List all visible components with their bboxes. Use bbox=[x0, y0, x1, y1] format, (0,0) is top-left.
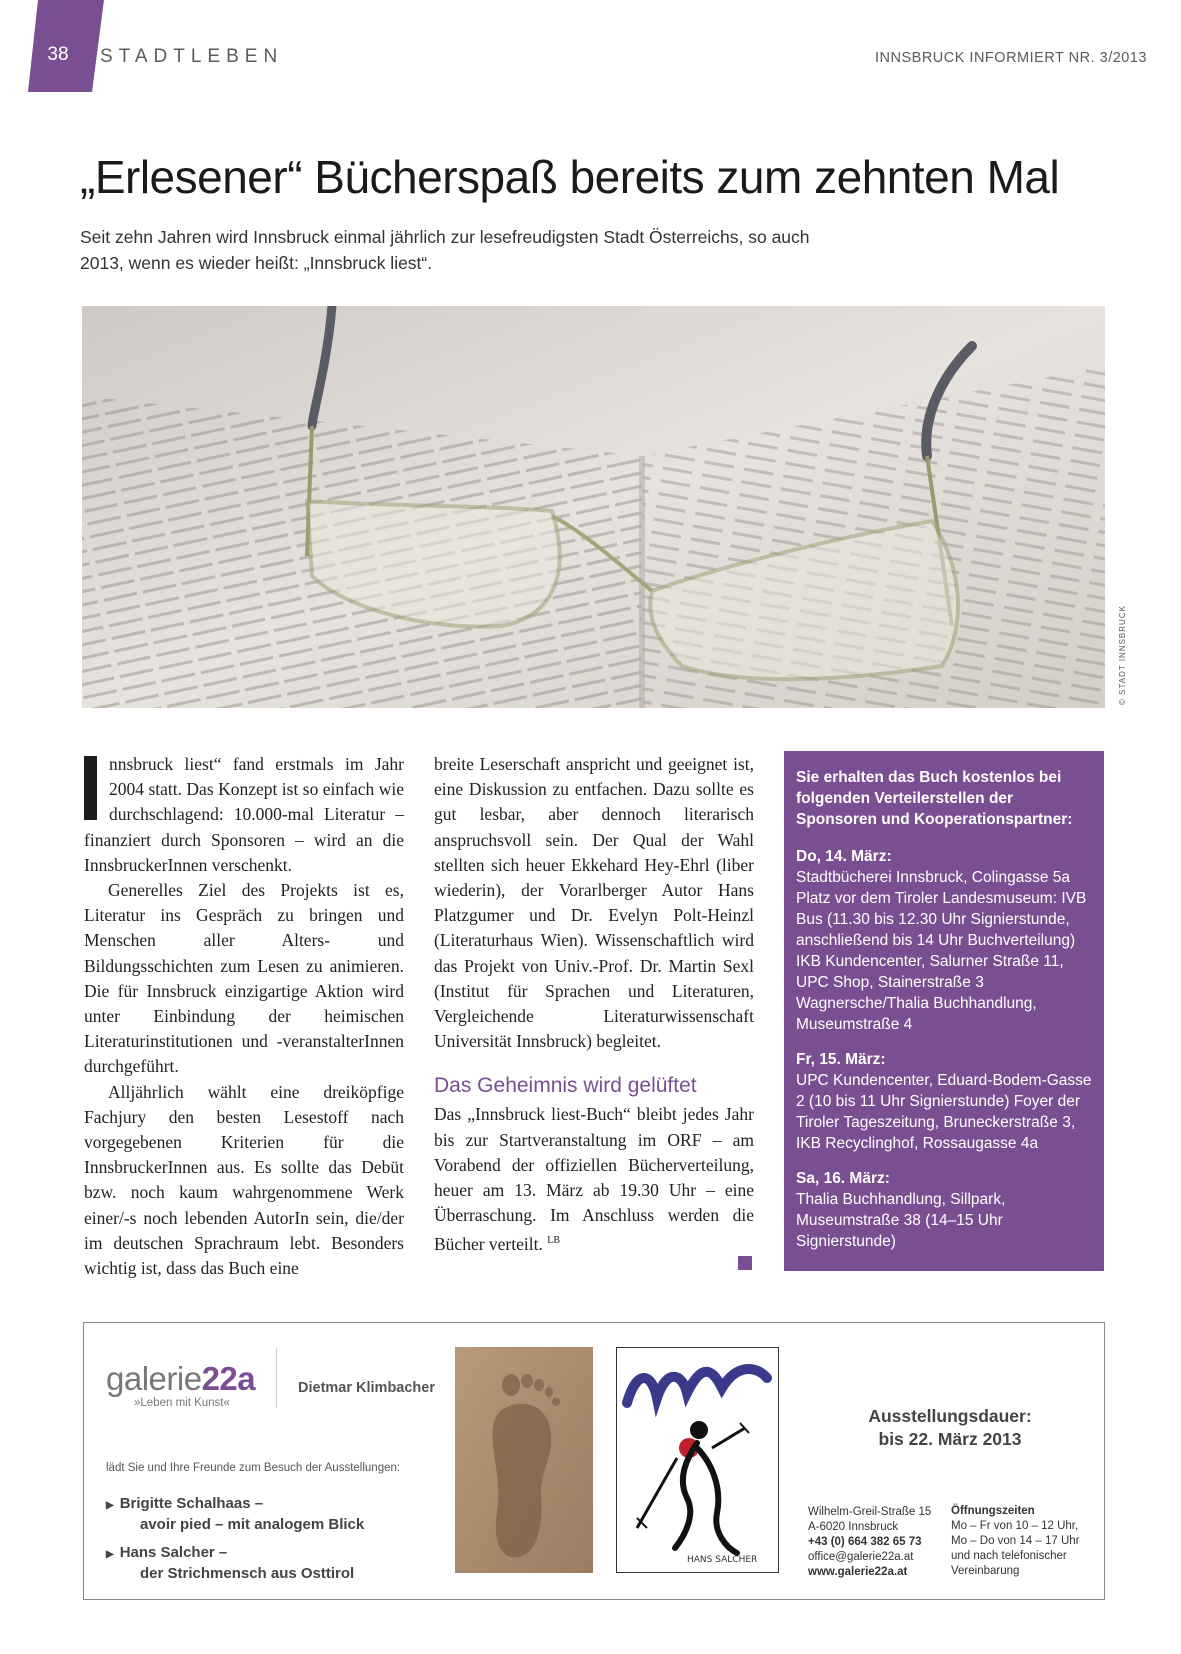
author-initials: LB bbox=[547, 1235, 561, 1247]
infobox-places: Thalia Buchhandlung, Sillpark, Museumstraße 38 (14–15 Uhr Signierstunde) bbox=[796, 1191, 1006, 1250]
gallery-website[interactable]: www.galerie22a.at bbox=[808, 1566, 908, 1578]
article-photo bbox=[82, 306, 1105, 708]
article-headline: „Erlesener“ Bücherspaß bereits zum zehnten Mal bbox=[80, 151, 1060, 203]
gallery-email[interactable]: office@galerie22a.at bbox=[808, 1551, 914, 1563]
triangle-bullet-icon: ▶ bbox=[106, 1549, 114, 1560]
gallery-invite: lädt Sie und Ihre Freunde zum Besuch der Ausstellungen: bbox=[106, 1462, 401, 1474]
article-subhead: Das Geheimnis wird gelüftet bbox=[434, 1074, 697, 1098]
end-mark bbox=[738, 1256, 752, 1270]
article-paragraph-4: breite Leserschaft anspricht und geeignet ist, eine Diskussion zu entfachen. Dazu sollte es gut lesbar, aber dennoch literarisch anspruchsvoll sein. Der Qual der Wahl stellten sich heuer Ekkehard Hey-Ehrl (liber wiederin), der Vorarlberger Autor Hans Platzgumer und Dr. Evelyn Polt-Heinzl (Literaturhaus Wien). Wissenschaftlich wird das Projekt von Univ.-Prof. Dr. Martin Sexl (Institut für Sprachen und Literaturen, Vergleichende Literaturwissenschaft Universität Innsbruck) begleitet. bbox=[434, 754, 754, 1052]
exhibition-item: ▶ Hans Salcher – der Strichmensch aus Osttirol bbox=[106, 1544, 355, 1582]
article-column-1 bbox=[84, 752, 404, 1281]
page-number: 38 bbox=[47, 44, 69, 65]
opening-hours: Öffnungszeiten Mo – Fr von 10 – 12 Uhr, Mo – Do von 14 – 17 Uhr und nach telefonischer Vereinbarung bbox=[951, 1505, 1080, 1577]
footprint-image bbox=[455, 1347, 593, 1573]
drawing-signature: HANS SALCHER bbox=[687, 1555, 758, 1565]
section-label: STADTLEBEN bbox=[100, 46, 284, 67]
distribution-infobox bbox=[784, 751, 1104, 1271]
article-subline: Seit zehn Jahren wird Innsbruck einmal jährlich zur lesefreudigsten Stadt Österreichs, so auch 2013, wenn es wieder heißt: „Innsbruck liest“. bbox=[80, 227, 810, 273]
article-paragraph-5: Das „Innsbruck liest-Buch“ bleibt jedes Jahr bis zur Startveranstaltung im ORF – am Vorabend der offiziellen Bücherverteilung, heuer am 13. März ab 19.30 Uhr – eine Überraschung. Im Anschluss werden die Bücher verteilt. $^{LB}$ bbox=[434, 1104, 754, 1255]
infobox-date: Fr, 15. März: bbox=[796, 1051, 886, 1068]
photo-credit: © STADT INNSBRUCK bbox=[1118, 605, 1127, 705]
infobox-date: Do, 14. März: bbox=[796, 848, 892, 865]
article-column-2 bbox=[434, 752, 754, 1257]
issue-label: INNSBRUCK INFORMIERT NR. 3/2013 bbox=[875, 50, 1147, 66]
article-paragraph-3: Alljährlich wählt eine dreiköpfige Fachjury den besten Lesestoff nach vorgegebenen Kriterien für die InnsbruckerInnen aus. Es sollte das Debüt bzw. noch kaum wahrgenommene Werk einer/-s noch lebenden AutorIn sein, die/der im deutschen Sprachraum lebt. Besonders wichtig ist, dass das Buch eine bbox=[84, 1081, 404, 1279]
exhibition-duration: Ausstellungsdauer: bis 22. März 2013 bbox=[868, 1406, 1032, 1449]
article-paragraph-1: nnsbruck liest“ fand erstmals im Jahr 2004 statt. Das Konzept ist so einfach wie durchschlagend: 10.000-mal Literatur – finanziert durch Sponsoren – wird an die InnsbruckerInnen verschenkt. bbox=[84, 754, 404, 875]
infobox-date: Sa, 16. März: bbox=[796, 1170, 890, 1187]
skier-drawing bbox=[616, 1347, 779, 1573]
infobox-places: Stadtbücherei Innsbruck, Colingasse 5a Platz vor dem Tiroler Landesmuseum: IVB Bus (11.30 bis 12.30 Uhr Signierstunde, anschließend bis 14 Uhr Buchverteilung) IKB Kundencenter, Salurner Straße 11, UPC Shop, Stainerstraße 3 Wagnersche/Thalia Buchhandlung, Museumstraße 4 bbox=[796, 869, 1087, 1033]
exhibition-item: ▶ Brigitte Schalhaas – avoir pied – mit analogem Blick bbox=[106, 1495, 365, 1533]
gallery-address: Wilhelm-Greil-Straße 15 A-6020 Innsbruck +43 (0) 664 382 65 73 office@galerie22a.at www.galerie22a.at bbox=[808, 1506, 932, 1578]
triangle-bullet-icon: ▶ bbox=[106, 1500, 114, 1511]
article-paragraph-2: Generelles Ziel des Projekts ist es, Literatur ins Gespräch zu bringen und Menschen aller Alters- und Bildungsschichten zum Lesen zu animieren. Die für Innsbruck einzigartige Aktion wird unter Einbindung der heimischen Literaturinstitutionen und -veranstalterInnen durchgeführt. bbox=[84, 880, 404, 1077]
infobox-intro: Sie erhalten das Buch kostenlos bei folgenden Verteilerstellen der Sponsoren und Kooperationspartner: bbox=[796, 769, 1073, 828]
logo-divider bbox=[276, 1348, 277, 1408]
drop-cap bbox=[84, 756, 97, 820]
sponsor-artist: Dietmar Klimbacher bbox=[298, 1380, 435, 1396]
gallery-logo: galerie22a bbox=[106, 1360, 256, 1397]
infobox-places: UPC Kundencenter, Eduard-Bodem-Gasse 2 (10 bis 11 Uhr Signierstunde) Foyer der Tiroler Tageszeitung, Bruneckerstraße 3, IKB Recyclinghof, Rossaugasse 4a bbox=[796, 1072, 1092, 1152]
gallery-tagline: »Leben mit Kunst« bbox=[134, 1397, 230, 1409]
